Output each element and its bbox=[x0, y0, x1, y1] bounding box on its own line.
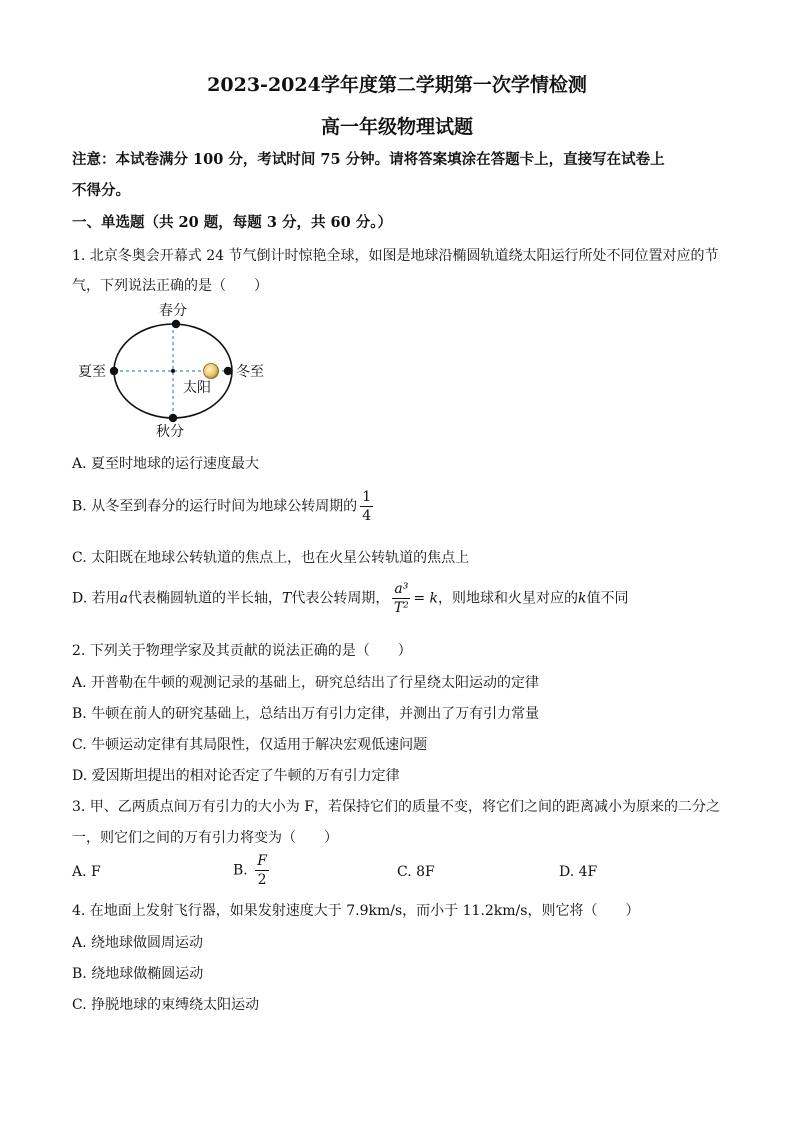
q3-option-c: C. 8F bbox=[397, 864, 435, 880]
var-k: k bbox=[577, 590, 587, 607]
label-spring: 春分 bbox=[159, 303, 187, 319]
equals-k: = k bbox=[413, 590, 438, 607]
q2-option-a: A. 开普勒在牛顿的观测记录的基础上，研究总结出了行星绕太阳运动的定律 bbox=[72, 675, 540, 691]
q2-stem: 2. 下列关于物理学家及其贡献的说法正确的是（ ） bbox=[72, 643, 412, 659]
fraction-numerator: 1 bbox=[362, 489, 372, 505]
q1-stem-line-1: 1. 北京冬奥会开幕式 24 节气倒计时惊艳全球，如图是地球沿椭圆轨道绕太阳运行所处不同位置对应的节 bbox=[72, 248, 719, 264]
notice bbox=[72, 144, 732, 206]
q3-option-b bbox=[233, 852, 272, 889]
sun-icon bbox=[204, 364, 219, 379]
label-sun: 太阳 bbox=[183, 380, 211, 396]
section-heading: 一、单选题（共 20 题，每题 3 分，共 60 分。） bbox=[72, 214, 392, 231]
exam-subtitle: 高一年级物理试题 bbox=[320, 116, 473, 138]
fraction-F-over-2 bbox=[255, 852, 269, 889]
q1-option-b-text: B. 从冬至到春分的运行时间为地球公转周期的 bbox=[72, 498, 358, 515]
q4-option-b: B. 绕地球做椭圆运动 bbox=[72, 966, 204, 982]
fraction-a3-over-T2 bbox=[392, 580, 410, 617]
var-a: a bbox=[119, 590, 128, 607]
fraction-numerator: F bbox=[257, 853, 267, 869]
notice-line-1: 注意：本试卷满分 100 分，考试时间 75 分钟。请将答案填涂在答题卡上，直接写在试卷上 bbox=[72, 151, 665, 168]
label-autumn: 秋分 bbox=[156, 424, 184, 440]
fraction-denominator: 4 bbox=[362, 508, 372, 524]
var-T: T bbox=[282, 590, 292, 607]
orbit-center-dot bbox=[171, 369, 175, 373]
q3-stem-line-2: 一，则它们之间的万有引力将变为（ ） bbox=[72, 830, 338, 846]
earth-summer-point bbox=[110, 367, 118, 375]
q1-d-text-4: ，则地球和火星对应的 bbox=[437, 590, 578, 607]
q1-d-text-3: 代表公转周期， bbox=[291, 590, 390, 607]
exam-title: 2023-2024学年度第二学期第一次学情检测 bbox=[207, 74, 587, 96]
orbit-diagram bbox=[72, 300, 282, 440]
q1-option-a: A. 夏至时地球的运行速度最大 bbox=[72, 456, 260, 472]
q3-option-d: D. 4F bbox=[559, 864, 598, 880]
q2-option-c: C. 牛顿运动定律有其局限性，仅适用于解决宏观低速问题 bbox=[72, 737, 428, 753]
earth-winter-point bbox=[224, 367, 232, 375]
q1-option-d bbox=[72, 580, 628, 617]
q2-option-b: B. 牛顿在前人的研究基础上，总结出万有引力定律，并测出了万有引力常量 bbox=[72, 706, 540, 722]
q1-option-c: C. 太阳既在地球公转轨道的焦点上，也在火星公转轨道的焦点上 bbox=[72, 550, 470, 566]
fraction-one-quarter bbox=[360, 488, 373, 525]
q1-stem-line-2: 气，下列说法正确的是（ ） bbox=[72, 278, 268, 294]
label-summer: 夏至 bbox=[78, 364, 106, 380]
q1-option-b bbox=[72, 488, 376, 525]
q3-stem-line-1: 3. 甲、乙两质点间万有引力的大小为 F，若保持它们的质量不变，将它们之间的距离减小为原来的二分之 bbox=[72, 799, 720, 815]
q3-option-a: A. F bbox=[72, 864, 101, 880]
q1-d-text-5: 值不同 bbox=[586, 590, 629, 607]
fraction-numerator: a³ bbox=[394, 581, 409, 597]
q4-option-a: A. 绕地球做圆周运动 bbox=[72, 935, 204, 951]
fraction-denominator: 2 bbox=[257, 872, 267, 888]
notice-line-2: 不得分。 bbox=[72, 182, 130, 199]
q1-d-text-1: D. 若用 bbox=[72, 590, 120, 607]
earth-spring-point bbox=[172, 320, 180, 328]
q4-option-c: C. 挣脱地球的束缚绕太阳运动 bbox=[72, 997, 260, 1013]
q2-option-d: D. 爱因斯坦提出的相对论否定了牛顿的万有引力定律 bbox=[72, 768, 400, 784]
q1-d-text-2: 代表椭圆轨道的半长轴， bbox=[128, 590, 282, 607]
earth-autumn-point bbox=[169, 414, 177, 422]
label-winter: 冬至 bbox=[236, 364, 264, 380]
q3-option-b-label: B. bbox=[233, 862, 248, 879]
fraction-denominator: T² bbox=[393, 600, 409, 616]
q4-stem: 4. 在地面上发射飞行器，如果发射速度大于 7.9km/s，而小于 11.2km/s，则它将（ ） bbox=[72, 903, 640, 919]
